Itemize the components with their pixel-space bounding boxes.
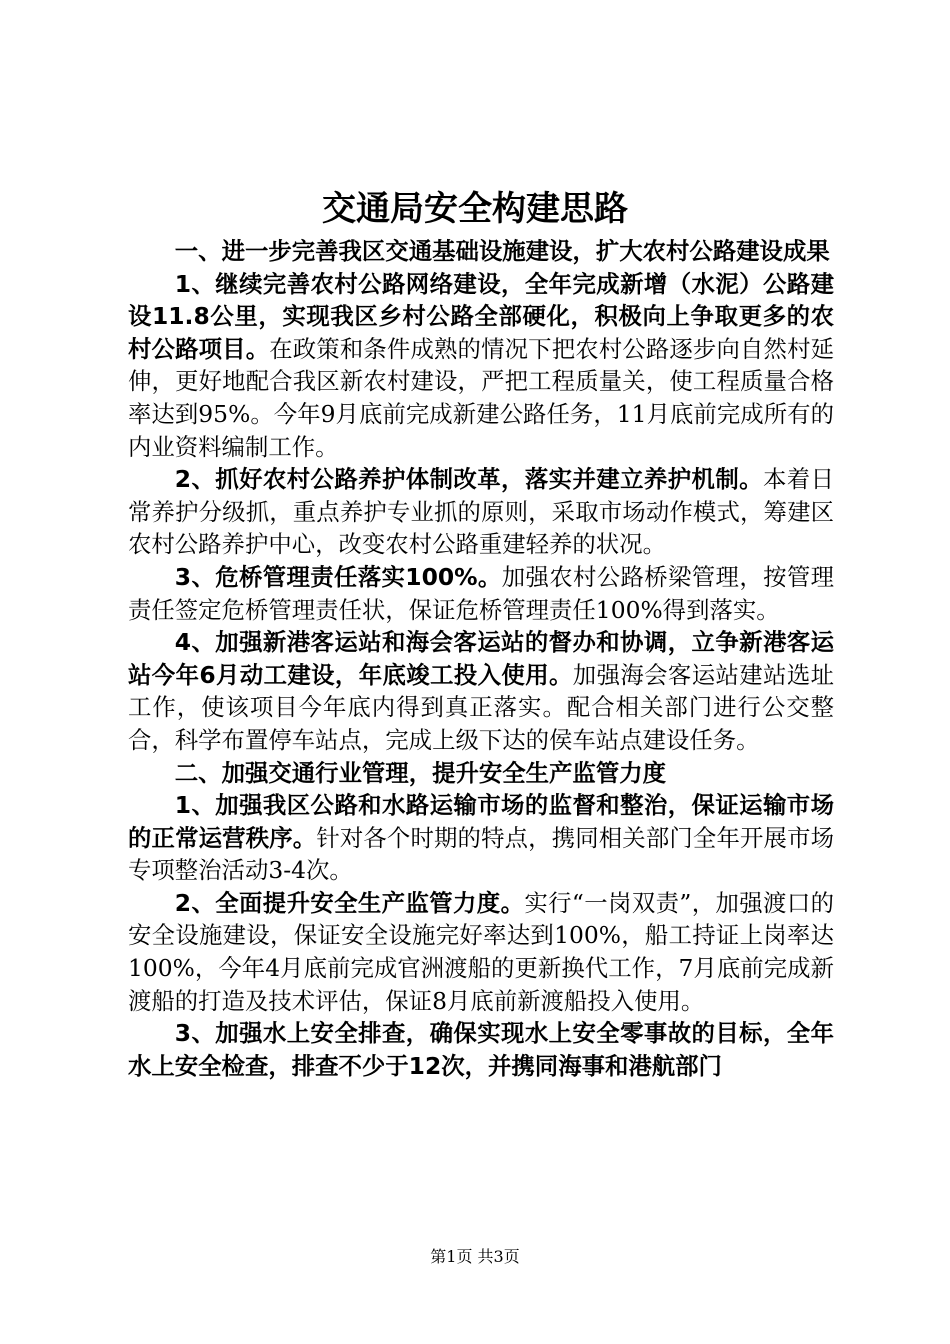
paragraph-5-bold: 4、加强新港客运站和海会客运站的督办和协调，立争新港客运站今年6月动工建设，年底竣工投入使用。	[128, 628, 834, 689]
document-title: 交通局安全构建思路	[322, 189, 628, 229]
paragraph-5	[128, 627, 834, 757]
paragraph-1	[128, 236, 834, 269]
paragraph-8	[128, 888, 834, 1018]
paragraph-5-text: 加强海会客运站建站选址工作，使该项目今年底内得到真正落实。配合相关部门进行公交整合，科学布置停车站点，完成上级下达的侯车站点建设任务。	[128, 660, 835, 754]
document-body	[128, 236, 834, 1083]
paragraph-4	[128, 562, 834, 627]
paragraph-8-text: 实行“一岗双责”，加强渡口的安全设施建设，保证安全设施完好率达到100%，船工持证上岗率达100%，今年4月底前完成官洲渡船的更新换代工作，7月底前完成新渡船的打造及技术评估，保证8月底前新渡船投入使用。	[128, 888, 834, 1015]
paragraph-7	[128, 790, 834, 888]
paragraph-7-bold: 1、加强我区公路和水路运输市场的监督和整治，保证运输市场的正常运营秩序。	[128, 791, 834, 852]
paragraph-3-text: 本着日常养护分级抓，重点养护专业抓的原则，采取市场动作模式，筹建区农村公路养护中心，改变农村公路重建轻养的状况。	[128, 465, 834, 559]
paragraph-9	[128, 1018, 834, 1083]
paragraph-7-text: 针对各个时期的特点，携同相关部门全年开展市场专项整治活动3-4次。	[128, 823, 835, 885]
paragraph-3-bold: 2、抓好农村公路养护体制改革，落实并建立养护机制。	[174, 465, 763, 494]
paragraph-4-bold: 3、危桥管理责任落实100%。	[174, 562, 502, 591]
page-footer: 第1页 共3页	[430, 1247, 520, 1266]
paragraph-2-text: 在政策和条件成熟的情况下把农村公路逐步向自然村延伸，更好地配合我区新农村建设，严把工程质量关，使工程质量合格率达到95%。今年9月底前完成新建公路任务，11月底前完成所有的内业资料编制工作。	[128, 334, 835, 461]
paragraph-6-bold: 二、加强交通行业管理，提升安全生产监管力度	[174, 758, 666, 787]
paragraph-4-text: 加强农村公路桥梁管理，按管理责任签定危桥管理责任状，保证危桥管理责任100%得到落实。	[128, 562, 834, 624]
paragraph-2-bold: 1、继续完善农村公路网络建设，全年完成新增（水泥）公路建设11.8公里，实现我区乡村公路全部硬化，积极向上争取更多的农村公路项目。	[128, 269, 834, 363]
paragraph-8-bold: 2、全面提升安全生产监管力度。	[174, 888, 525, 917]
paragraph-3	[128, 464, 834, 562]
paragraph-2	[128, 269, 834, 465]
paragraph-9-bold: 3、加强水上安全排查，确保实现水上安全零事故的目标，全年水上安全检查，排查不少于12次，并携同海事和港航部门	[128, 1019, 834, 1080]
paragraph-1-bold: 一、进一步完善我区交通基础设施建设，扩大农村公路建设成果	[174, 237, 830, 265]
paragraph-6	[128, 758, 834, 791]
